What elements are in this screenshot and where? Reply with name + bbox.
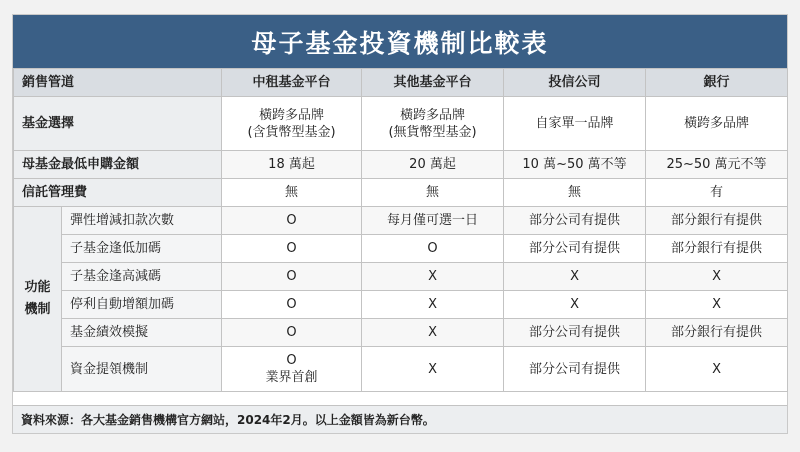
header-bank: 銀行 — [646, 69, 788, 97]
table-row — [14, 97, 788, 151]
table-cell: 每月僅可選一日 — [362, 207, 504, 235]
table-cell: 部分公司有提供 — [504, 235, 646, 263]
table-cell: 部分公司有提供 — [504, 207, 646, 235]
row-label: 資金提領機制 — [62, 347, 222, 392]
table-cell: X — [362, 347, 504, 392]
table-cell: X — [504, 291, 646, 319]
table-cell: 部分公司有提供 — [504, 319, 646, 347]
comparison-table — [13, 68, 788, 392]
row-label: 母基金最低申購金額 — [14, 151, 222, 179]
table-cell: 25~50 萬元不等 — [646, 151, 788, 179]
table-cell: 橫跨多品牌 (含貨幣型基金) — [222, 97, 362, 151]
table-row — [14, 291, 788, 319]
row-label: 基金績效模擬 — [62, 319, 222, 347]
table-cell: 橫跨多品牌 (無貨幣型基金) — [362, 97, 504, 151]
row-label: 子基金逢低加碼 — [62, 235, 222, 263]
table-cell: 部分公司有提供 — [504, 347, 646, 392]
table-row — [14, 151, 788, 179]
table-cell: 18 萬起 — [222, 151, 362, 179]
table-cell: X — [504, 263, 646, 291]
row-label: 信託管理費 — [14, 179, 222, 207]
page-title: 母子基金投資機制比較表 — [13, 15, 787, 68]
table-cell: X — [646, 291, 788, 319]
table-cell: O — [222, 207, 362, 235]
header-other-platforms: 其他基金平台 — [362, 69, 504, 97]
table-cell: 部分銀行有提供 — [646, 235, 788, 263]
row-label: 子基金逢高減碼 — [62, 263, 222, 291]
table-row — [14, 263, 788, 291]
table-cell: O 業界首創 — [222, 347, 362, 392]
row-label: 彈性增減扣款次數 — [62, 207, 222, 235]
source-note: 資料來源：各大基金銷售機構官方網站，2024年2月。以上金額皆為新台幣。 — [13, 405, 787, 433]
table-cell: 自家單一品牌 — [504, 97, 646, 151]
header-chailease-platform: 中租基金平台 — [222, 69, 362, 97]
table-cell: 部分銀行有提供 — [646, 207, 788, 235]
table-row — [14, 319, 788, 347]
row-label: 基金選擇 — [14, 97, 222, 151]
table-cell: O — [222, 263, 362, 291]
group-label-function-mechanism: 功能 機制 — [14, 207, 62, 392]
header-sales-channel: 銷售管道 — [14, 69, 222, 97]
table-cell: 無 — [504, 179, 646, 207]
table-cell: X — [362, 319, 504, 347]
table-cell: X — [362, 263, 504, 291]
table-cell: X — [646, 263, 788, 291]
comparison-card — [12, 14, 788, 434]
table-cell: 20 萬起 — [362, 151, 504, 179]
table-cell: X — [646, 347, 788, 392]
table-row — [14, 347, 788, 392]
table-cell: O — [362, 235, 504, 263]
row-label: 停利自動增額加碼 — [62, 291, 222, 319]
table-cell: O — [222, 235, 362, 263]
table-cell: O — [222, 319, 362, 347]
table-cell: 部分銀行有提供 — [646, 319, 788, 347]
table-cell: 有 — [646, 179, 788, 207]
table-cell: X — [362, 291, 504, 319]
table-row — [14, 207, 788, 235]
table-cell: 10 萬~50 萬不等 — [504, 151, 646, 179]
table-cell: O — [222, 291, 362, 319]
table-cell: 無 — [222, 179, 362, 207]
table-header-row — [14, 69, 788, 97]
header-investment-trust: 投信公司 — [504, 69, 646, 97]
table-cell: 無 — [362, 179, 504, 207]
table-row — [14, 235, 788, 263]
table-cell: 橫跨多品牌 — [646, 97, 788, 151]
table-row — [14, 179, 788, 207]
